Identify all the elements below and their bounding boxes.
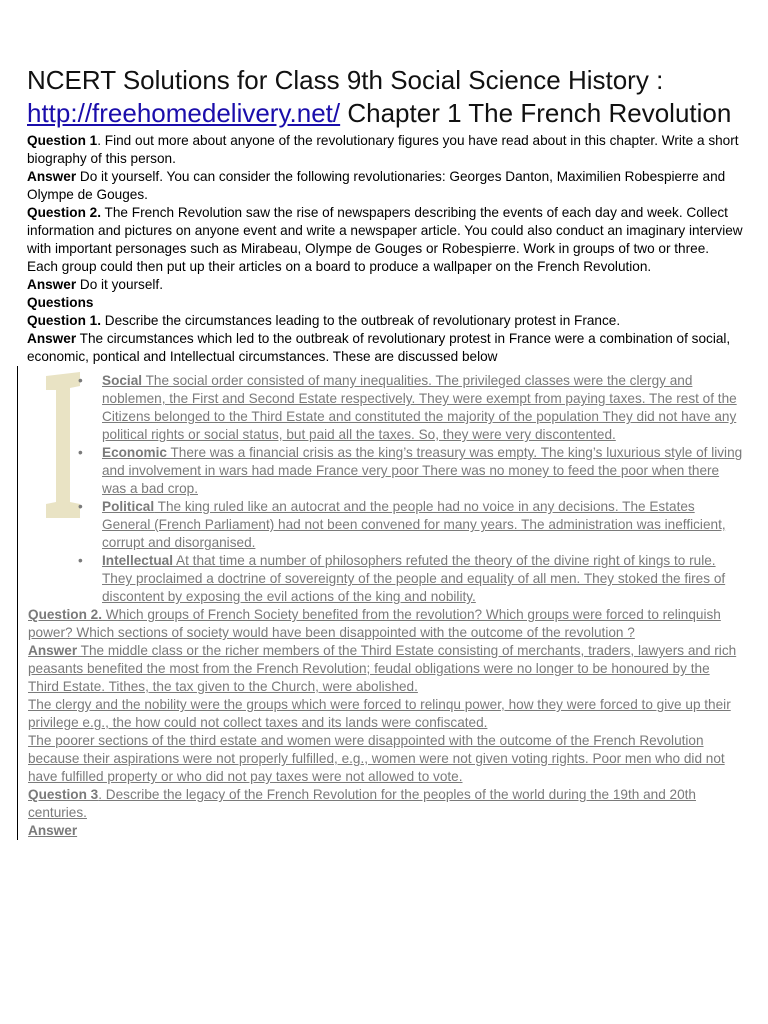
para-text: Which groups of French Society benefited from the revolution? Which groups were forced to relinquish power? Which sections of society would have been disappointed with the outcome of the revolution ? bbox=[28, 607, 721, 640]
para-label: Answer bbox=[27, 277, 77, 292]
para-text: The middle class or the richer members of the Third Estate consisting of merchants, traders, lawyers and rich peasants benefited the most from the French Revolution; feudal obligations were no longer to be honoured by the Third Estate. Tithes, the tax given to the Church, were abolished. bbox=[28, 643, 737, 694]
item-label: Political bbox=[102, 499, 155, 514]
item-text: At that time a number of philosophers refuted the theory of the divine right of kings to rule. They proclaimed a doctrine of sovereignty of the people and equality of all men. They stoked the fires of discontent by exposing the evil actions of the king and nobility. bbox=[102, 553, 726, 604]
item-label: Economic bbox=[102, 445, 167, 460]
clergy-paragraph bbox=[28, 696, 743, 732]
title-prefix: NCERT Solutions for Class 9th Social Science History : bbox=[27, 65, 664, 95]
para-text: Do it yourself. You can consider the following revolutionaries: Georges Danton, Maximilien Robespierre and Olympe de Gouges. bbox=[27, 169, 726, 202]
bullet-icon: • bbox=[78, 373, 83, 388]
para-label: Question 1. bbox=[27, 313, 102, 328]
para-label: Answer bbox=[28, 823, 78, 838]
list-item-social bbox=[78, 372, 743, 444]
bullet-icon: • bbox=[78, 553, 83, 568]
answer-1-paragraph bbox=[27, 168, 743, 204]
question-2b-paragraph bbox=[28, 606, 743, 642]
para-label: Question 2. bbox=[27, 205, 102, 220]
para-label: Questions bbox=[27, 295, 94, 310]
circumstances-list bbox=[28, 366, 743, 606]
question-1b-paragraph bbox=[27, 312, 743, 330]
document-page bbox=[27, 64, 743, 840]
answer-2b-paragraph bbox=[28, 642, 743, 696]
bullet-icon: • bbox=[78, 499, 83, 514]
site-link[interactable]: http://freehomedelivery.net/ bbox=[27, 98, 341, 128]
answer-2-paragraph bbox=[27, 276, 743, 294]
para-label: Question 1 bbox=[27, 133, 98, 148]
para-text: The clergy and the nobility were the groups which were forced to relinqu power, how they were forced to give up their privilege e.g., the how could not collect taxes and its lands were confiscated. bbox=[28, 697, 731, 730]
item-text: The king ruled like an autocrat and the people had no voice in any decisions. The Estates General (French Parliament) had not been convened for many years. The administration was inefficient, corrupt and disorganised. bbox=[102, 499, 726, 550]
para-text: . Find out more about anyone of the revolutionary figures you have read about in this chapter. Write a short biography of this person. bbox=[27, 133, 739, 166]
para-text: Do it yourself. bbox=[76, 277, 163, 292]
poorer-sections-paragraph bbox=[28, 732, 743, 786]
question-1-paragraph bbox=[27, 132, 743, 168]
answer-1b-paragraph bbox=[27, 330, 743, 366]
para-text: Describe the circumstances leading to the outbreak of revolutionary protest in France. bbox=[101, 313, 621, 328]
para-text: . Describe the legacy of the French Revolution for the peoples of the world during the 19th and 20th centuries. bbox=[28, 787, 696, 820]
list-item-economic bbox=[78, 444, 743, 498]
para-text: The French Revolution saw the rise of newspapers describing the events of each day and week. Collect information and pictures on anyone event and write a newspaper article. You could also conduct an imaginary interview with important personages such as Mirabeau, Olympe de Gouges or Robespierre. Work in groups of two or three. Each group could then put up their articles on a board to produce a wallpaper on the French Revolution. bbox=[27, 205, 743, 274]
para-label: Answer bbox=[27, 331, 77, 346]
page-title bbox=[27, 64, 743, 130]
list-item-political bbox=[78, 498, 743, 552]
answer-3-paragraph bbox=[28, 822, 743, 840]
item-text: The social order consisted of many inequalities. The privileged classes were the clergy and noblemen, the First and Second Estate respectively. They were exempt from paying taxes. The rest of the Citizens belonged to the Third Estate and constituted the majority of the population They did not have any political rights or social status, but paid all the taxes. So, they were very discontented. bbox=[102, 373, 737, 442]
title-suffix: Chapter 1 The French Revolution bbox=[340, 98, 732, 128]
faded-section bbox=[17, 366, 743, 840]
intro-section bbox=[27, 132, 743, 366]
item-label: Intellectual bbox=[102, 553, 174, 568]
item-text: There was a financial crisis as the king’s treasury was empty. The king’s luxurious style of living and involvement in wars had made France very poor There was no money to feed the poor when there was a bad crop. bbox=[102, 445, 743, 496]
para-label: Question 3 bbox=[28, 787, 99, 802]
para-label: Answer bbox=[28, 643, 78, 658]
para-label: Question 2. bbox=[28, 607, 103, 622]
question-3-paragraph bbox=[28, 786, 743, 822]
questions-heading bbox=[27, 294, 743, 312]
item-label: Social bbox=[102, 373, 143, 388]
bullet-icon: • bbox=[78, 445, 83, 460]
question-2-paragraph bbox=[27, 204, 743, 276]
para-label: Answer bbox=[27, 169, 77, 184]
list-item-intellectual bbox=[78, 552, 743, 606]
para-text: The poorer sections of the third estate and women were disappointed with the outcome of the French Revolution because their aspirations were not properly fulfilled, e.g., women were not given voting rights. Poor men who did not have fulfilled property or who did not pay taxes were not allowed to vote. bbox=[28, 733, 725, 784]
para-text: The circumstances which led to the outbreak of revolutionary protest in France were a combination of social, economic, pontical and Intellectual circumstances. These are discussed below bbox=[27, 331, 731, 364]
